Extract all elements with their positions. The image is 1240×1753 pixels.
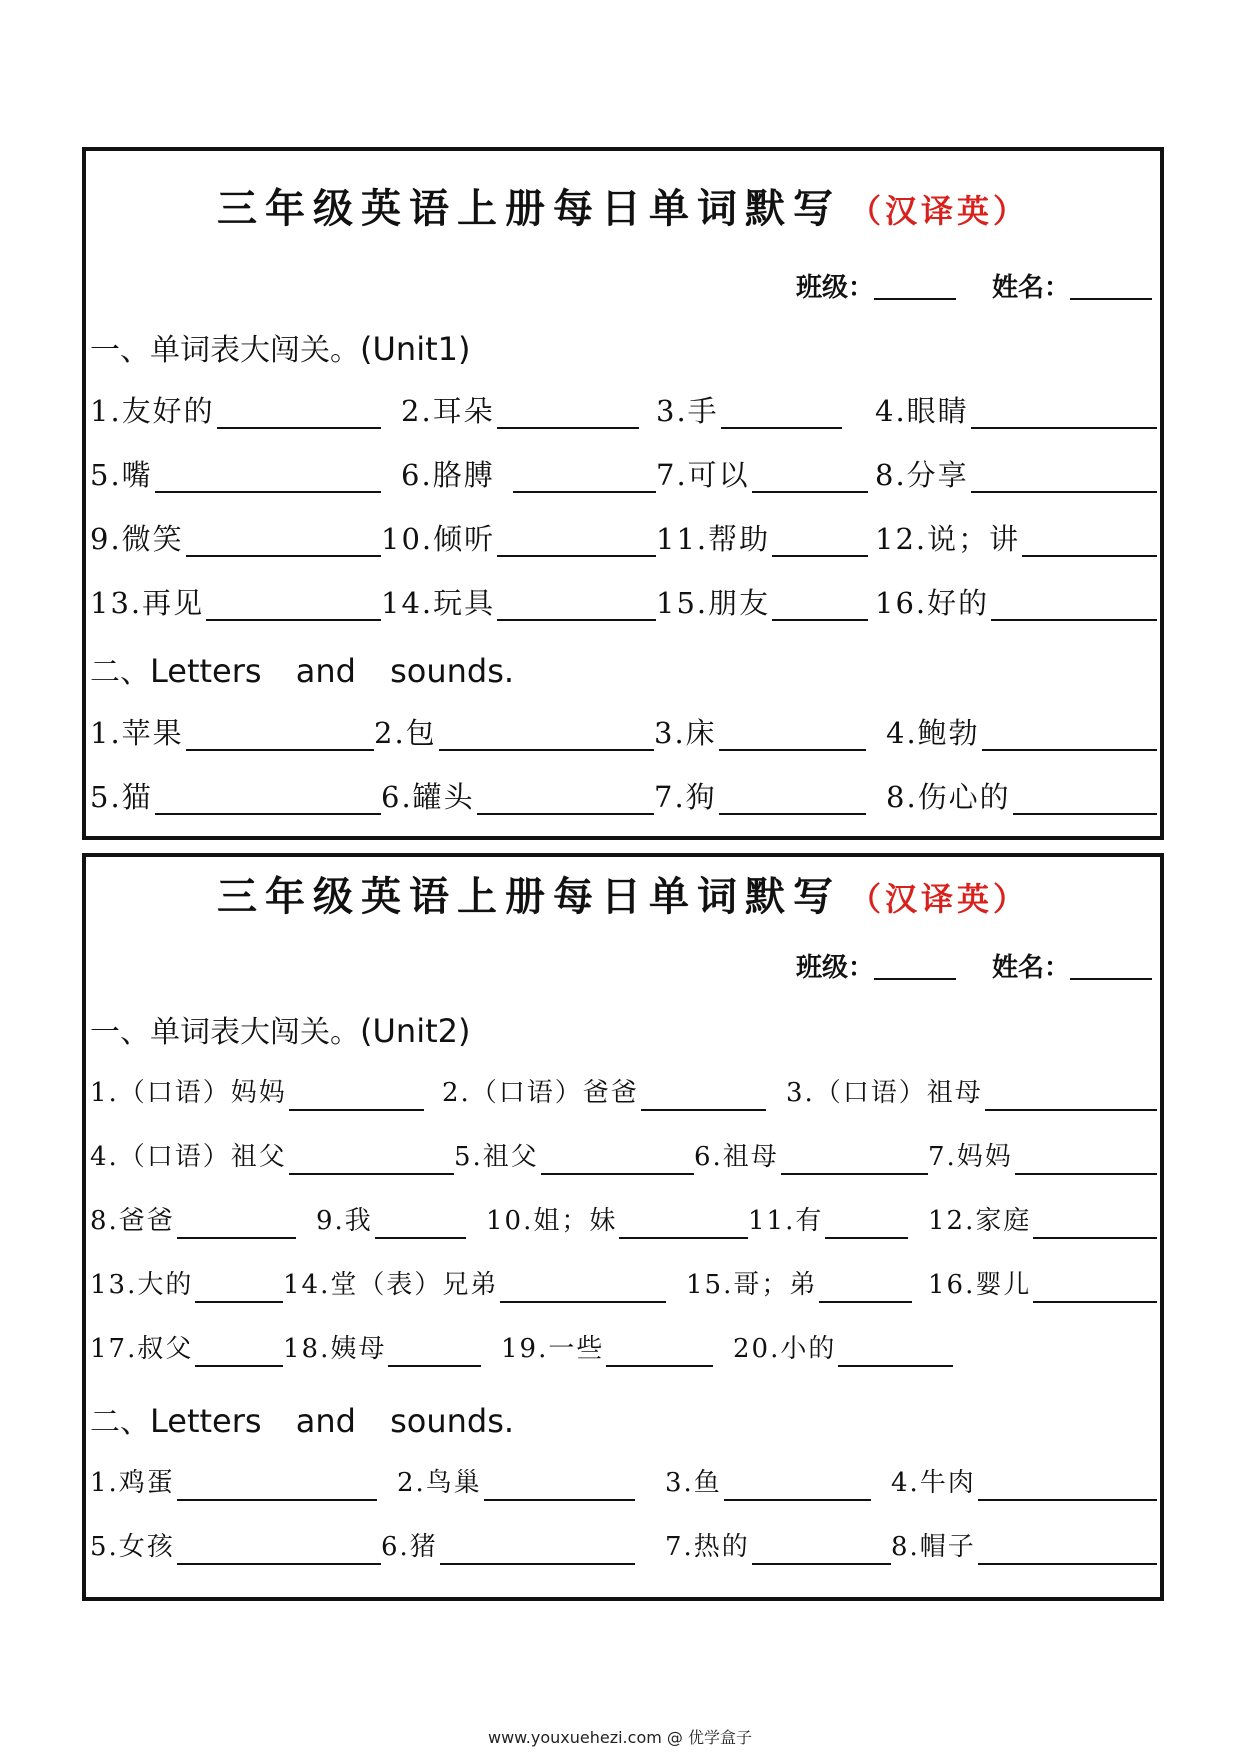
vocab-prompt: 13.再见 xyxy=(90,586,205,620)
vocab-item[interactable] xyxy=(656,581,868,621)
vocab-item[interactable] xyxy=(928,1135,1157,1175)
title-subtitle: （汉译英） xyxy=(848,880,1029,918)
answer-line[interactable] xyxy=(719,785,866,815)
vocab-prompt: 16.好的 xyxy=(875,586,990,620)
vocab-prompt: 10.姐；妹 xyxy=(486,1206,618,1236)
vocab-prompt: 12.家庭 xyxy=(928,1206,1032,1236)
vocab-prompt: 8.爸爸 xyxy=(90,1206,175,1236)
class-name-fields xyxy=(796,947,1152,984)
vocab-item[interactable] xyxy=(90,1135,454,1175)
answer-line[interactable] xyxy=(513,463,656,493)
vocab-item[interactable] xyxy=(665,1525,891,1565)
footer-watermark: www.youxuehezi.com @ 优学盒子 xyxy=(488,1728,752,1747)
section-heading-cn: 二、 xyxy=(90,655,150,690)
vocab-item[interactable] xyxy=(694,1135,928,1175)
answer-line[interactable] xyxy=(719,721,866,751)
vocab-prompt: 2.（口语）爸爸 xyxy=(442,1078,639,1108)
answer-line[interactable] xyxy=(484,1471,635,1501)
vocab-item[interactable] xyxy=(90,1461,377,1501)
vocab-item[interactable] xyxy=(665,1461,871,1501)
vocab-item[interactable] xyxy=(786,1071,1157,1111)
answer-line[interactable] xyxy=(206,591,381,621)
answer-line[interactable] xyxy=(752,1535,891,1565)
vocab-row xyxy=(90,389,1154,429)
worksheet-title xyxy=(86,177,1160,234)
vocab-item[interactable] xyxy=(401,389,639,429)
answer-line[interactable] xyxy=(217,399,381,429)
section-heading-cn: 一、单词表大闯关。 xyxy=(90,333,360,368)
vocab-item[interactable] xyxy=(454,1135,694,1175)
vocab-item[interactable] xyxy=(486,1199,748,1239)
vocab-prompt: 7.可以 xyxy=(656,458,750,492)
name-label: 姓名： xyxy=(991,273,1070,303)
vocab-item[interactable] xyxy=(442,1071,766,1111)
vocab-prompt: 9.我 xyxy=(316,1206,373,1236)
vocab-prompt: 3.手 xyxy=(656,394,719,428)
vocab-prompt: 11.帮助 xyxy=(656,522,771,556)
vocab-item[interactable] xyxy=(656,517,868,557)
vocab-prompt: 4.牛肉 xyxy=(891,1468,976,1498)
vocab-prompt: 5.嘴 xyxy=(90,458,153,492)
vocab-item[interactable] xyxy=(90,1199,296,1239)
vocab-item[interactable] xyxy=(875,517,1157,557)
vocab-item[interactable] xyxy=(374,711,654,751)
vocab-prompt: 5.女孩 xyxy=(90,1532,175,1562)
section-heading-cn: 二、 xyxy=(90,1405,150,1440)
vocab-prompt: 20.小的 xyxy=(733,1334,837,1364)
vocab-item[interactable] xyxy=(928,1199,1157,1239)
vocab-row xyxy=(90,1327,1154,1367)
answer-line[interactable] xyxy=(978,1535,1157,1565)
vocab-prompt: 4.眼睛 xyxy=(875,394,969,428)
vocab-prompt: 2.鸟巢 xyxy=(397,1468,482,1498)
class-blank[interactable] xyxy=(874,274,956,300)
answer-line[interactable] xyxy=(641,1081,766,1111)
vocab-item[interactable] xyxy=(886,775,1157,815)
class-name-fields xyxy=(796,267,1152,304)
class-label: 班级： xyxy=(795,273,874,303)
vocab-prompt: 8.伤心的 xyxy=(886,780,1011,814)
answer-line[interactable] xyxy=(497,591,656,621)
vocab-item[interactable] xyxy=(283,1263,666,1303)
section-heading-cn: 一、单词表大闯关。 xyxy=(90,1015,360,1050)
vocab-item[interactable] xyxy=(501,1327,713,1367)
vocab-prompt: 8.分享 xyxy=(875,458,969,492)
vocab-item[interactable] xyxy=(90,1525,381,1565)
sounds-row xyxy=(90,1525,1154,1565)
answer-line[interactable] xyxy=(388,1337,481,1367)
answer-line[interactable] xyxy=(606,1337,713,1367)
class-label: 班级： xyxy=(795,953,874,983)
vocab-row xyxy=(90,1263,1154,1303)
vocab-item[interactable] xyxy=(875,581,1157,621)
answer-line[interactable] xyxy=(1033,1209,1157,1239)
vocab-item[interactable] xyxy=(381,581,656,621)
worksheet-unit1 xyxy=(82,147,1164,840)
vocab-row xyxy=(90,1071,1154,1111)
answer-line[interactable] xyxy=(971,399,1157,429)
vocab-row xyxy=(90,517,1154,557)
vocab-prompt: 10.倾听 xyxy=(381,522,496,556)
vocab-prompt: 1.鸡蛋 xyxy=(90,1468,175,1498)
vocab-item[interactable] xyxy=(381,1525,635,1565)
name-blank[interactable] xyxy=(1070,274,1152,300)
answer-line[interactable] xyxy=(772,527,868,557)
answer-line[interactable] xyxy=(186,721,374,751)
answer-line[interactable] xyxy=(440,1535,635,1565)
vocab-prompt: 19.一些 xyxy=(501,1334,605,1364)
vocab-prompt: 5.猫 xyxy=(90,780,153,814)
vocab-item[interactable] xyxy=(733,1327,953,1367)
vocab-prompt: 2.包 xyxy=(374,716,437,750)
vocab-item[interactable] xyxy=(397,1461,635,1501)
vocab-item[interactable] xyxy=(886,711,1157,751)
vocab-item[interactable] xyxy=(891,1461,1157,1501)
section-heading-1 xyxy=(90,1007,470,1051)
section-heading-2 xyxy=(90,647,514,691)
vocab-prompt: 18.姨母 xyxy=(283,1334,387,1364)
answer-line[interactable] xyxy=(1013,785,1157,815)
answer-line[interactable] xyxy=(497,399,639,429)
answer-line[interactable] xyxy=(186,527,381,557)
vocab-prompt: 6.罐头 xyxy=(381,780,475,814)
vocab-prompt: 7.热的 xyxy=(665,1532,750,1562)
vocab-item[interactable] xyxy=(654,711,866,751)
answer-line[interactable] xyxy=(781,1145,928,1175)
section-heading-en: Letters and sounds. xyxy=(150,1402,515,1440)
vocab-item[interactable] xyxy=(381,517,656,557)
vocab-item[interactable] xyxy=(90,1071,424,1111)
vocab-item[interactable] xyxy=(90,775,381,815)
vocab-prompt: 5.祖父 xyxy=(454,1142,539,1172)
vocab-prompt: 6.猪 xyxy=(381,1532,438,1562)
answer-line[interactable] xyxy=(619,1209,748,1239)
vocab-prompt: 4.（口语）祖父 xyxy=(90,1142,287,1172)
vocab-item[interactable] xyxy=(656,389,842,429)
vocab-item[interactable] xyxy=(401,453,656,493)
vocab-item[interactable] xyxy=(90,517,381,557)
vocab-prompt: 12.说；讲 xyxy=(875,522,1021,556)
section-heading-2 xyxy=(90,1397,514,1441)
vocab-item[interactable] xyxy=(381,775,654,815)
title-text: 三年级英语上册每日单词默写 xyxy=(216,185,841,232)
vocab-prompt: 2.耳朵 xyxy=(401,394,495,428)
answer-line[interactable] xyxy=(500,1273,666,1303)
answer-line[interactable] xyxy=(752,463,868,493)
answer-line[interactable] xyxy=(825,1209,908,1239)
name-label: 姓名： xyxy=(991,953,1070,983)
worksheet-unit2 xyxy=(82,853,1164,1601)
vocab-prompt: 3.鱼 xyxy=(665,1468,722,1498)
answer-line[interactable] xyxy=(155,463,381,493)
vocab-item[interactable] xyxy=(90,453,381,493)
vocab-prompt: 7.妈妈 xyxy=(928,1142,1013,1172)
sounds-row xyxy=(90,1461,1154,1501)
vocab-item[interactable] xyxy=(316,1199,466,1239)
answer-line[interactable] xyxy=(978,1471,1157,1501)
answer-line[interactable] xyxy=(177,1209,296,1239)
answer-line[interactable] xyxy=(971,463,1157,493)
vocab-prompt: 7.狗 xyxy=(654,780,717,814)
vocab-item[interactable] xyxy=(891,1525,1157,1565)
vocab-prompt: 13.大的 xyxy=(90,1270,194,1300)
answer-line[interactable] xyxy=(439,721,654,751)
answer-line[interactable] xyxy=(819,1273,912,1303)
vocab-prompt: 14.玩具 xyxy=(381,586,496,620)
answer-line[interactable] xyxy=(195,1273,283,1303)
answer-line[interactable] xyxy=(177,1535,381,1565)
answer-line[interactable] xyxy=(838,1337,953,1367)
answer-line[interactable] xyxy=(177,1471,377,1501)
vocab-prompt: 3.床 xyxy=(654,716,717,750)
vocab-prompt: 16.婴儿 xyxy=(928,1270,1032,1300)
answer-line[interactable] xyxy=(1022,527,1157,557)
vocab-row xyxy=(90,581,1154,621)
section-heading-en: (Unit2) xyxy=(360,1012,471,1050)
vocab-item[interactable] xyxy=(90,1327,283,1367)
answer-line[interactable] xyxy=(991,591,1157,621)
vocab-item[interactable] xyxy=(686,1263,912,1303)
vocab-row xyxy=(90,1199,1154,1239)
vocab-item[interactable] xyxy=(875,453,1157,493)
sounds-row xyxy=(90,775,1154,815)
vocab-prompt: 1.苹果 xyxy=(90,716,184,750)
vocab-prompt: 1.（口语）妈妈 xyxy=(90,1078,287,1108)
answer-line[interactable] xyxy=(289,1081,424,1111)
vocab-item[interactable] xyxy=(656,453,868,493)
title-subtitle: （汉译英） xyxy=(848,192,1029,230)
title-text: 三年级英语上册每日单词默写 xyxy=(216,873,841,920)
answer-line[interactable] xyxy=(195,1337,283,1367)
vocab-item[interactable] xyxy=(654,775,866,815)
vocab-prompt: 6.胳膊 xyxy=(401,458,495,492)
vocab-row xyxy=(90,1135,1154,1175)
section-heading-en: Letters and sounds. xyxy=(150,652,515,690)
answer-line[interactable] xyxy=(985,1081,1157,1111)
vocab-item[interactable] xyxy=(90,581,381,621)
worksheet-title xyxy=(86,865,1160,922)
answer-line[interactable] xyxy=(721,399,842,429)
vocab-prompt: 17.叔父 xyxy=(90,1334,194,1364)
class-blank[interactable] xyxy=(874,954,956,980)
vocab-prompt: 15.朋友 xyxy=(656,586,771,620)
vocab-prompt: 14.堂（表）兄弟 xyxy=(283,1270,499,1300)
answer-line[interactable] xyxy=(982,721,1157,751)
vocab-prompt: 8.帽子 xyxy=(891,1532,976,1562)
answer-line[interactable] xyxy=(289,1145,454,1175)
vocab-prompt: 1.友好的 xyxy=(90,394,215,428)
answer-line[interactable] xyxy=(477,785,654,815)
answer-line[interactable] xyxy=(497,527,656,557)
vocab-item[interactable] xyxy=(928,1263,1157,1303)
vocab-item[interactable] xyxy=(90,389,381,429)
vocab-item[interactable] xyxy=(90,711,374,751)
name-blank[interactable] xyxy=(1070,954,1152,980)
vocab-prompt: 11.有 xyxy=(748,1206,824,1236)
vocab-row xyxy=(90,453,1154,493)
section-heading-1 xyxy=(90,325,470,369)
answer-line[interactable] xyxy=(724,1471,871,1501)
vocab-item[interactable] xyxy=(748,1199,908,1239)
vocab-prompt: 15.哥；弟 xyxy=(686,1270,818,1300)
answer-line[interactable] xyxy=(375,1209,466,1239)
vocab-prompt: 3.（口语）祖母 xyxy=(786,1078,983,1108)
vocab-prompt: 4.鲍勃 xyxy=(886,716,980,750)
answer-line[interactable] xyxy=(1015,1145,1157,1175)
vocab-item[interactable] xyxy=(90,1263,283,1303)
answer-line[interactable] xyxy=(155,785,381,815)
answer-line[interactable] xyxy=(772,591,868,621)
vocab-prompt: 9.微笑 xyxy=(90,522,184,556)
answer-line[interactable] xyxy=(1033,1273,1157,1303)
answer-line[interactable] xyxy=(541,1145,694,1175)
section-heading-en: (Unit1) xyxy=(360,330,471,368)
vocab-item[interactable] xyxy=(875,389,1157,429)
vocab-item[interactable] xyxy=(283,1327,481,1367)
vocab-prompt: 6.祖母 xyxy=(694,1142,779,1172)
sounds-row xyxy=(90,711,1154,751)
